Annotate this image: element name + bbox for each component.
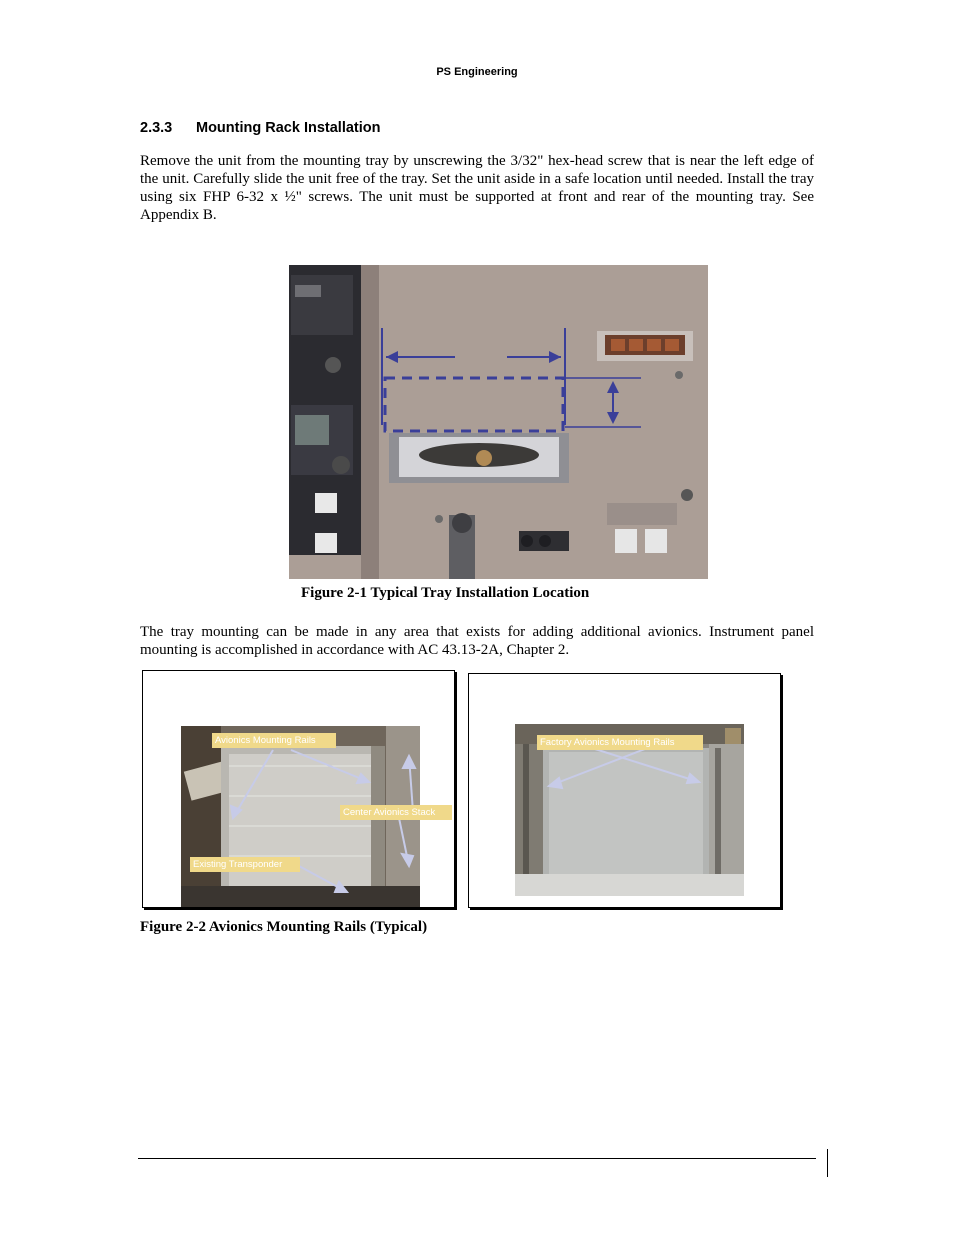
paragraph-tray-mounting: The tray mounting can be made in any area that exists for adding additional avionics. Instrument panel mounting is accomplished in accordance with AC 43.13-2A, Chapter 2. <box>140 624 814 658</box>
instrument-panel-illustration <box>289 265 708 579</box>
section-title: Mounting Rack Installation <box>196 120 381 136</box>
label-center-avionics-stack: Center Avionics Stack <box>340 805 452 820</box>
label-existing-transponder: Existing Transponder <box>190 857 300 872</box>
page-header: PS Engineering <box>436 66 518 78</box>
figure2-right-frame <box>468 673 781 908</box>
paragraph-tray-removal: Remove the unit from the mounting tray by unscrewing the 3/32" hex-head screw that is near the left edge of the unit. Carefully slide the unit free of the tray. Set the unit aside in a safe location until needed. Install the tray using six FHP 6-32 x ½" screws. The unit must be supported at front and rear of the mounting tray. See Appendix B. <box>140 153 814 223</box>
figure2-left-photo <box>181 726 436 907</box>
figure2-caption: Figure 2-2 Avionics Mounting Rails (Typical) <box>140 919 428 935</box>
figure2-right-photo <box>515 724 744 896</box>
footer-rule <box>138 1158 816 1159</box>
section-number: 2.3.3 <box>140 120 173 136</box>
figure2-left-frame <box>142 670 455 908</box>
label-avionics-mounting-rails: Avionics Mounting Rails <box>212 733 336 748</box>
footer-page-marker <box>827 1149 828 1177</box>
section-heading <box>140 120 380 136</box>
figure1-caption: Figure 2-1 Typical Tray Installation Location <box>301 585 590 601</box>
figure1-photo <box>289 265 708 579</box>
label-factory-avionics-mounting-rails: Factory Avionics Mounting Rails <box>537 735 703 750</box>
